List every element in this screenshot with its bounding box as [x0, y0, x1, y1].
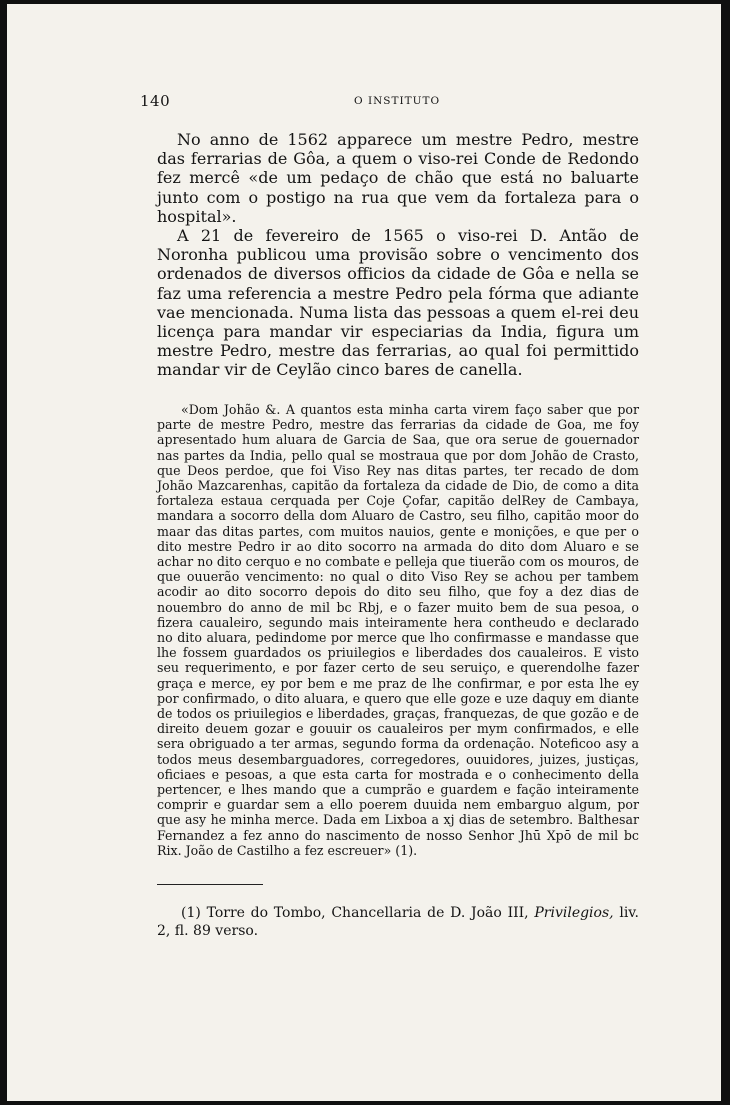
paragraph: A 21 de fevereiro de 1565 o viso-rei D. Antão de Noronha publicou uma provisão sobre o vencimento dos ordenados de diversos officios da cidade de Gôa e nella se faz uma referencia a mestre Pedro pela fórma que adiante vae mencionada. Numa lista das pessoas a quem el-rei deu licença para mandar vir especiarias da India, figura um mestre Pedro, mestre das ferrarias, ao qual foi permittido mandar vir de Ceylão cinco bares de canella. [157, 226, 639, 380]
footnote-title: Privilegios, [534, 905, 614, 921]
running-title: O INSTITUTO [354, 95, 441, 107]
paragraph: No anno de 1562 apparece um mestre Pedro, mestre das ferrarias de Gôa, a quem o viso-rei Conde de Redondo fez mercê «de um pedaço de chão que está no baluarte junto com o postigo na rua que vem da fortaleza para o hospital». [157, 130, 639, 226]
book-page [7, 4, 721, 1101]
body-text [157, 130, 639, 380]
footnote [157, 905, 639, 940]
quoted-document-text: «Dom Johão &. A quantos esta minha carta virem faço saber que por parte de mestre Pedro, mestre das ferrarias da cidade de Goa, me foy apresentado hum aluara de Garcia de Saa, que ora serue de gouernador nas partes da India, pello qual se mostraua que por dom Johão de Crasto, que Deos perdoe, que foi Viso Rey nas ditas partes, ter recado de dom Johão Mazcarenhas, capitão da fortaleza da cidade de Dio, de como a dita fortaleza estaua cerquada per Coje Çofar, capitão delRey de Cambaya, mandara a socorro della dom Aluaro de Castro, seu filho, capitão moor do maar das ditas partes, com muitos nauios, gente e monições, e que per o dito mestre Pedro ir ao dito socorro na armada do dito dom Aluaro e se achar no dito cerquo e no combate e pelleja que tiuerão com os mouros, de que ouuerão vencimento: no qual o dito Viso Rey se achou per tambem acodir ao dito socorro depois do dito seu filho, que foy a dez dias de nouembro do anno de mil bc Rbj, e o fazer muito bem de sua pesoa, o fizera caualeiro, segundo mais inteiramente hera contheudo e declarado no dito aluara, pedindome por merce que lho confirmasse e mandasse que lhe fossem guardados os priuilegios e liberdades dos caualeiros. E visto seu requerimento, e por fazer certo de seu seruiço, e querendolhe fazer graça e merce, ey por bem e me praz de lhe confirmar, e por esta lhe ey por confirmado, o dito aluara, e quero que elle goze e uze daquy em diante de todos os priuilegios e liberdades, graças, franquezas, de que gozão e de direito deuem gozar e gouuir os caualeiros per mym confirmados, e elle sera obriguado a ter armas, segundo forma da ordenação. Noteficoo asy a todos meus desembarguadores, corregedores, ouuidores, juizes, justiças, oficiaes e pesoas, a que esta carta for mostrada e o conhecimento della pertencer, e lhes mando que a cumprão e guardem e fação inteiramente comprir e guardar sem a ello poerem duuida nem embarguo algum, por que asy he minha merce. Dada em Lixboa a xj dias de setembro. Balthesar Fernandez a fez anno do nascimento de nosso Senhor Jhū Xpō de mil bc Rix. João de Castilho a fez escreuer» (1). [157, 402, 639, 858]
quoted-document [157, 402, 639, 858]
page-number: 140 [140, 92, 171, 110]
footnote-location: liv. 2, fl. 89 verso. [157, 905, 640, 939]
footnote-marker: (1) [181, 905, 201, 921]
footnote-separator [157, 884, 263, 885]
page-header [140, 92, 640, 112]
footnote-source: Torre do Tombo, Chancellaria de D. João III, [200, 905, 535, 921]
footnote-text [157, 905, 639, 940]
